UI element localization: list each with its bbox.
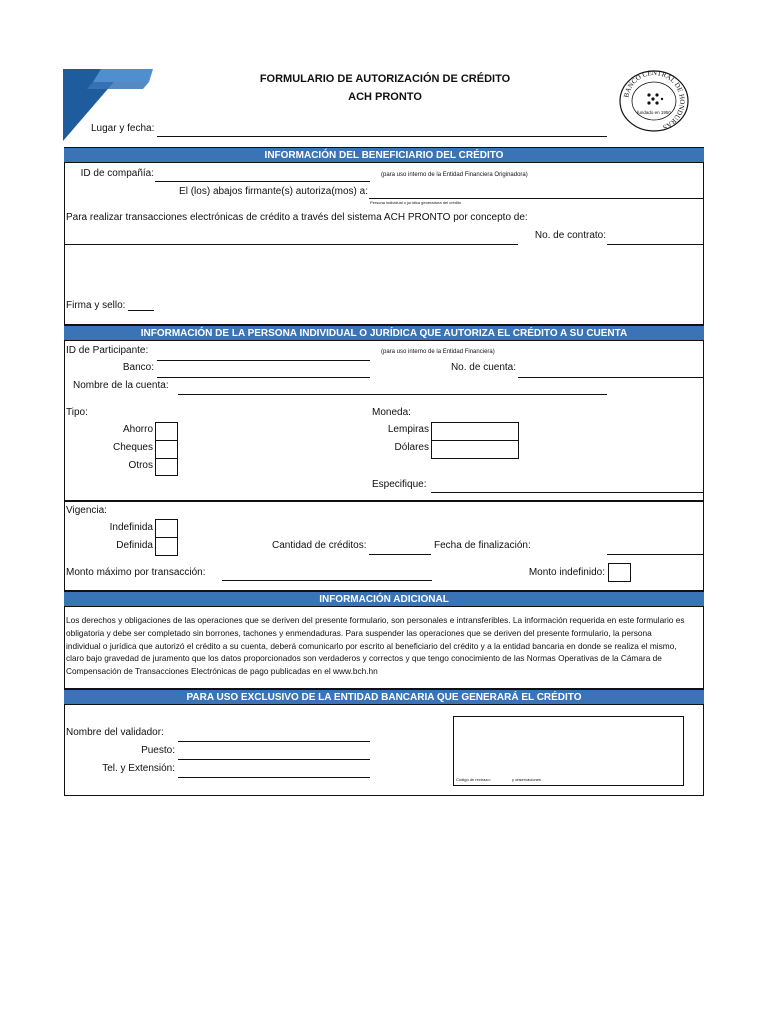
- company-id-label: ID de compañía:: [80, 168, 154, 179]
- account-no-field[interactable]: [518, 377, 703, 378]
- type-otros-checkbox[interactable]: [155, 458, 178, 476]
- account-name-field[interactable]: [178, 394, 607, 395]
- specify-field[interactable]: [431, 492, 703, 493]
- central-bank-seal: [618, 70, 690, 132]
- seal-founded-text: fundado en 1950: [637, 110, 671, 115]
- currency-lempiras-label: Lempiras: [387, 424, 429, 435]
- authorize-note: Persona individual o jurídica generadora del crédito: [370, 200, 462, 205]
- additional-text: [66, 614, 702, 678]
- account-name-label: Nombre de la cuenta:: [73, 380, 169, 391]
- place-date-label: Lugar y fecha:: [91, 123, 155, 134]
- indefinite-amount-checkbox[interactable]: [608, 563, 631, 582]
- type-ahorro-label: Ahorro: [122, 424, 153, 435]
- additional-line: Compensación de Transacciones Electrónicas de pago publicadas en el www.bch.hn: [66, 666, 378, 677]
- validator-label: Nombre del validador:: [66, 727, 164, 738]
- position-label: Puesto:: [141, 745, 175, 756]
- validity-indefinite-checkbox[interactable]: [155, 519, 178, 538]
- form-subtitle: ACH PRONTO: [348, 91, 422, 103]
- additional-line: obligatoria y debe ser completado sin borrones, tachones y enmendaduras. Para suspender las operaciones que se deriven del presente formulario, la persona: [66, 627, 652, 638]
- authorize-label: El (los) abajos firmante(s) autoriza(mos) a:: [179, 186, 368, 197]
- company-id-note: (para uso interno de la Entidad Financiera Originadora): [381, 172, 528, 178]
- authorizer-heading: INFORMACIÓN DE LA PERSONA INDIVIDUAL O JURÍDICA QUE AUTORIZA EL CRÉDITO A SU CUENTA: [64, 325, 704, 341]
- logo-mid-shape: [87, 82, 149, 89]
- company-id-field[interactable]: [155, 181, 370, 182]
- indefinite-amount-label: Monto indefinido:: [528, 567, 605, 578]
- signature-label: Firma y sello:: [66, 300, 126, 311]
- type-cheques-label: Cheques: [112, 442, 153, 453]
- validity-defined-checkbox[interactable]: [155, 537, 178, 556]
- participant-id-label: ID de Participante:: [66, 345, 149, 356]
- type-label: Tipo:: [66, 407, 88, 418]
- contract-label: No. de contrato:: [534, 230, 606, 241]
- validator-field[interactable]: [178, 741, 370, 742]
- currency-lempiras-box[interactable]: [431, 422, 519, 441]
- rejection-box[interactable]: [453, 716, 684, 786]
- concept-field[interactable]: [64, 244, 518, 245]
- type-otros-label: Otros: [128, 460, 153, 471]
- observations-label: y observaciones: [512, 777, 541, 782]
- rejection-code-label: Código de rechazo:: [456, 777, 491, 782]
- currency-dolares-box[interactable]: [431, 440, 519, 459]
- phone-label: Tel. y Extensión:: [102, 763, 175, 774]
- max-amount-field[interactable]: [222, 580, 432, 581]
- end-date-label: Fecha de finalización:: [434, 540, 531, 551]
- end-date-field[interactable]: [607, 554, 703, 555]
- validity-indefinite-label: Indefinida: [109, 522, 153, 533]
- additional-line: individual o jurídica que autorizó el crédito a su cuenta, deberá comunicarlo por escrito al beneficiario del crédito y a la entidad bancaria en donde se realiza el mismo,: [66, 640, 677, 651]
- participant-id-field[interactable]: [157, 360, 370, 361]
- contract-field[interactable]: [607, 244, 703, 245]
- credit-count-label: Cantidad de créditos:: [272, 540, 367, 551]
- additional-heading: INFORMACIÓN ADICIONAL: [64, 591, 704, 607]
- participant-id-note: (para uso interno de la Entidad Financiera): [381, 349, 495, 355]
- validity-defined-label: Definida: [116, 540, 153, 551]
- phone-field[interactable]: [178, 777, 370, 778]
- bank-label: Banco:: [122, 362, 154, 373]
- currency-label: Moneda:: [372, 407, 411, 418]
- additional-line: claro bajo gravedad de juramento que los datos proporcionados son verdaderos y correctos y que tengo conocimiento de las Normas Operativas de la Cámara de: [66, 653, 662, 664]
- additional-line: Los derechos y obligaciones de las operaciones que se deriven del presente formulario, son personales e intransferibles. La información requerida en este formulario es: [66, 615, 685, 625]
- max-amount-label: Monto máximo por transacción:: [66, 567, 206, 578]
- specify-label: Especifique:: [372, 479, 427, 490]
- bank-heading: PARA USO EXCLUSIVO DE LA ENTIDAD BANCARIA QUE GENERARÁ EL CRÉDITO: [64, 689, 704, 705]
- validity-label: Vigencia:: [66, 505, 107, 516]
- position-field[interactable]: [178, 759, 370, 760]
- authorize-field[interactable]: [369, 198, 703, 199]
- beneficiary-heading: INFORMACIÓN DEL BENEFICIARIO DEL CRÉDITO: [64, 147, 704, 163]
- place-date-field[interactable]: [157, 136, 607, 137]
- seal-arc-text: BANCO CENTRAL DE HONDURAS: [622, 70, 687, 132]
- concept-label: Para realizar transacciones electrónicas de crédito a través del sistema ACH PRONTO por concepto de:: [66, 212, 528, 223]
- type-ahorro-checkbox[interactable]: [155, 422, 178, 441]
- form-title: FORMULARIO DE AUTORIZACIÓN DE CRÉDITO: [259, 73, 511, 85]
- type-cheques-checkbox[interactable]: [155, 440, 178, 459]
- signature-field[interactable]: [128, 310, 154, 311]
- logo-light-shape: [93, 69, 153, 82]
- seal-emblem-icon: [647, 93, 663, 104]
- account-no-label: No. de cuenta:: [450, 362, 516, 373]
- bank-field[interactable]: [157, 377, 370, 378]
- credit-count-field[interactable]: [369, 554, 431, 555]
- currency-dolares-label: Dólares: [394, 442, 429, 453]
